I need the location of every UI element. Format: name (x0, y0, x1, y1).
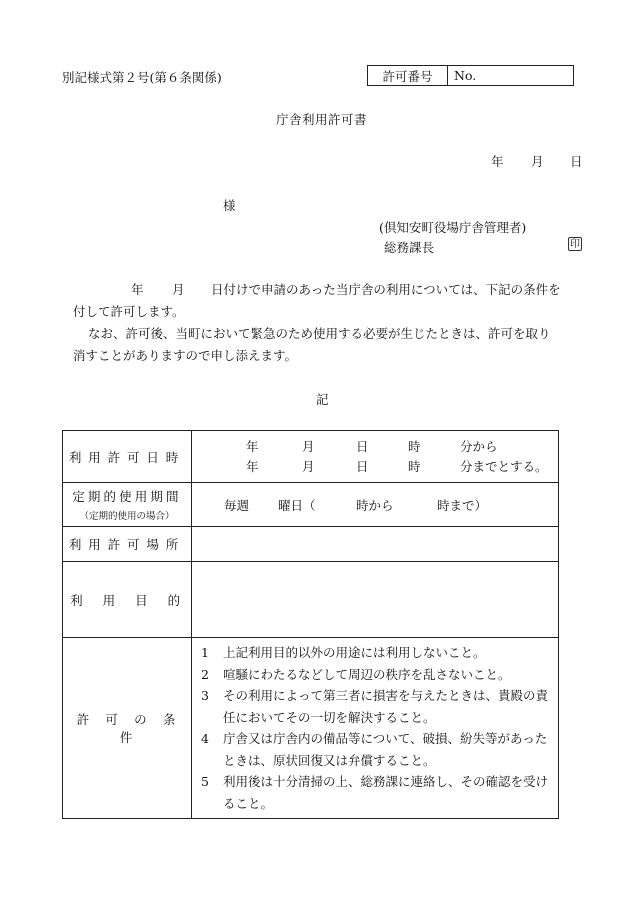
periodic-until: 時まで） (437, 497, 488, 513)
condition-number: 4 (201, 731, 209, 746)
permit-number-label: 許可番号 (368, 66, 448, 85)
periodic-use-label-cell (63, 483, 192, 527)
periodic-use-label: 定期的使用期間 (72, 489, 182, 504)
datetime-1-minute: 分から (460, 438, 498, 454)
datetime-1-day: 日 (356, 438, 369, 454)
condition-text: 庁舎又は庁舎内の備品等について、破損、紛失等があったときは、原状回復又は弁償すること。 (223, 731, 548, 768)
periodic-use-line (192, 496, 558, 514)
periodic-use-sublabel: （定期的使用の場合） (79, 511, 175, 522)
datetime-line-2 (192, 457, 558, 477)
page-title: 庁舎利用許可書 (276, 112, 368, 127)
purpose-label: 利 用 目 的 (70, 592, 184, 608)
list-item (201, 728, 550, 771)
ki-heading: 記 (316, 392, 329, 407)
body-paragraph-1b: 付して許可します。 (73, 304, 185, 319)
conditions-table (62, 430, 559, 819)
date-month: 月 (531, 154, 544, 169)
periodic-weekly: 毎週 (224, 497, 250, 513)
conditions-list (192, 638, 558, 818)
periodic-weekday: 曜日（ (278, 497, 316, 513)
condition-text: 利用後は十分清掃の上、総務課に連絡し、その確認を受けること。 (223, 774, 549, 811)
condition-number: 1 (201, 645, 209, 660)
table-row (63, 483, 559, 527)
body-paragraph-1a: 日付けで申請のあった当庁舎の利用については、下記の条件を (211, 282, 561, 297)
datetime-2-minute: 分までとする。 (460, 458, 548, 474)
datetime-1-month: 月 (302, 438, 315, 454)
periodic-from: 時から (356, 497, 394, 513)
conditions-label: 許 可 の 条 件 (76, 712, 192, 745)
condition-number: 3 (201, 688, 209, 703)
permit-number-box (367, 65, 574, 86)
datetime-1-year: 年 (246, 438, 259, 454)
list-item (201, 664, 550, 686)
issuer-title: 総務課長 (384, 240, 435, 255)
permit-datetime-value-cell (192, 431, 559, 483)
date-year: 年 (491, 154, 504, 169)
list-item (201, 771, 550, 814)
issuer-org: (倶知安町役場庁舎管理者) (379, 220, 527, 235)
date-day: 日 (570, 154, 583, 169)
datetime-2-hour: 時 (408, 458, 421, 474)
condition-number: 5 (201, 774, 209, 789)
datetime-2-day: 日 (356, 458, 369, 474)
addressee-suffix: 様 (223, 198, 236, 213)
condition-text: その利用によって第三者に損害を与えたときは、貴殿の責任においてその一切を解決すること。 (223, 688, 549, 725)
seal-mark: 印 (570, 239, 580, 250)
body-year: 年 (131, 282, 144, 297)
condition-text: 上記利用目的以外の用途には利用しないこと。 (223, 645, 486, 660)
datetime-2-year: 年 (246, 458, 259, 474)
condition-text: 喧騒にわたるなどして周辺の秩序を乱さないこと。 (223, 666, 511, 682)
permit-number-value: No. (454, 68, 477, 83)
table-row (63, 638, 559, 819)
body-paragraph-2a: なお、許可後、当町において緊急のため使用する必要が生じたときは、許可を取り (88, 326, 551, 341)
table-row (63, 527, 559, 562)
datetime-2-month: 月 (302, 458, 315, 474)
body-month: 月 (172, 282, 185, 297)
periodic-use-value-cell (192, 483, 559, 527)
list-item (201, 642, 550, 664)
purpose-value-cell (192, 562, 559, 638)
datetime-1-hour: 時 (408, 438, 421, 454)
table-row (63, 431, 559, 483)
place-label-cell (63, 527, 192, 562)
place-value-cell (192, 527, 559, 562)
form-id: 別記様式第２号(第６条関係) (62, 70, 222, 85)
list-item (201, 685, 550, 728)
purpose-label-cell (63, 562, 192, 638)
place-label: 利用許可場所 (68, 537, 186, 552)
permit-datetime-label: 利用許可日時 (68, 449, 186, 465)
permit-datetime-label-cell (63, 431, 192, 483)
conditions-value-cell (192, 638, 559, 819)
body-paragraph-2b: 消すことがありますので申し添えます。 (73, 348, 298, 363)
table-row (63, 562, 559, 638)
datetime-line-1 (192, 437, 558, 457)
conditions-label-cell (63, 638, 192, 819)
condition-number: 2 (201, 666, 209, 682)
